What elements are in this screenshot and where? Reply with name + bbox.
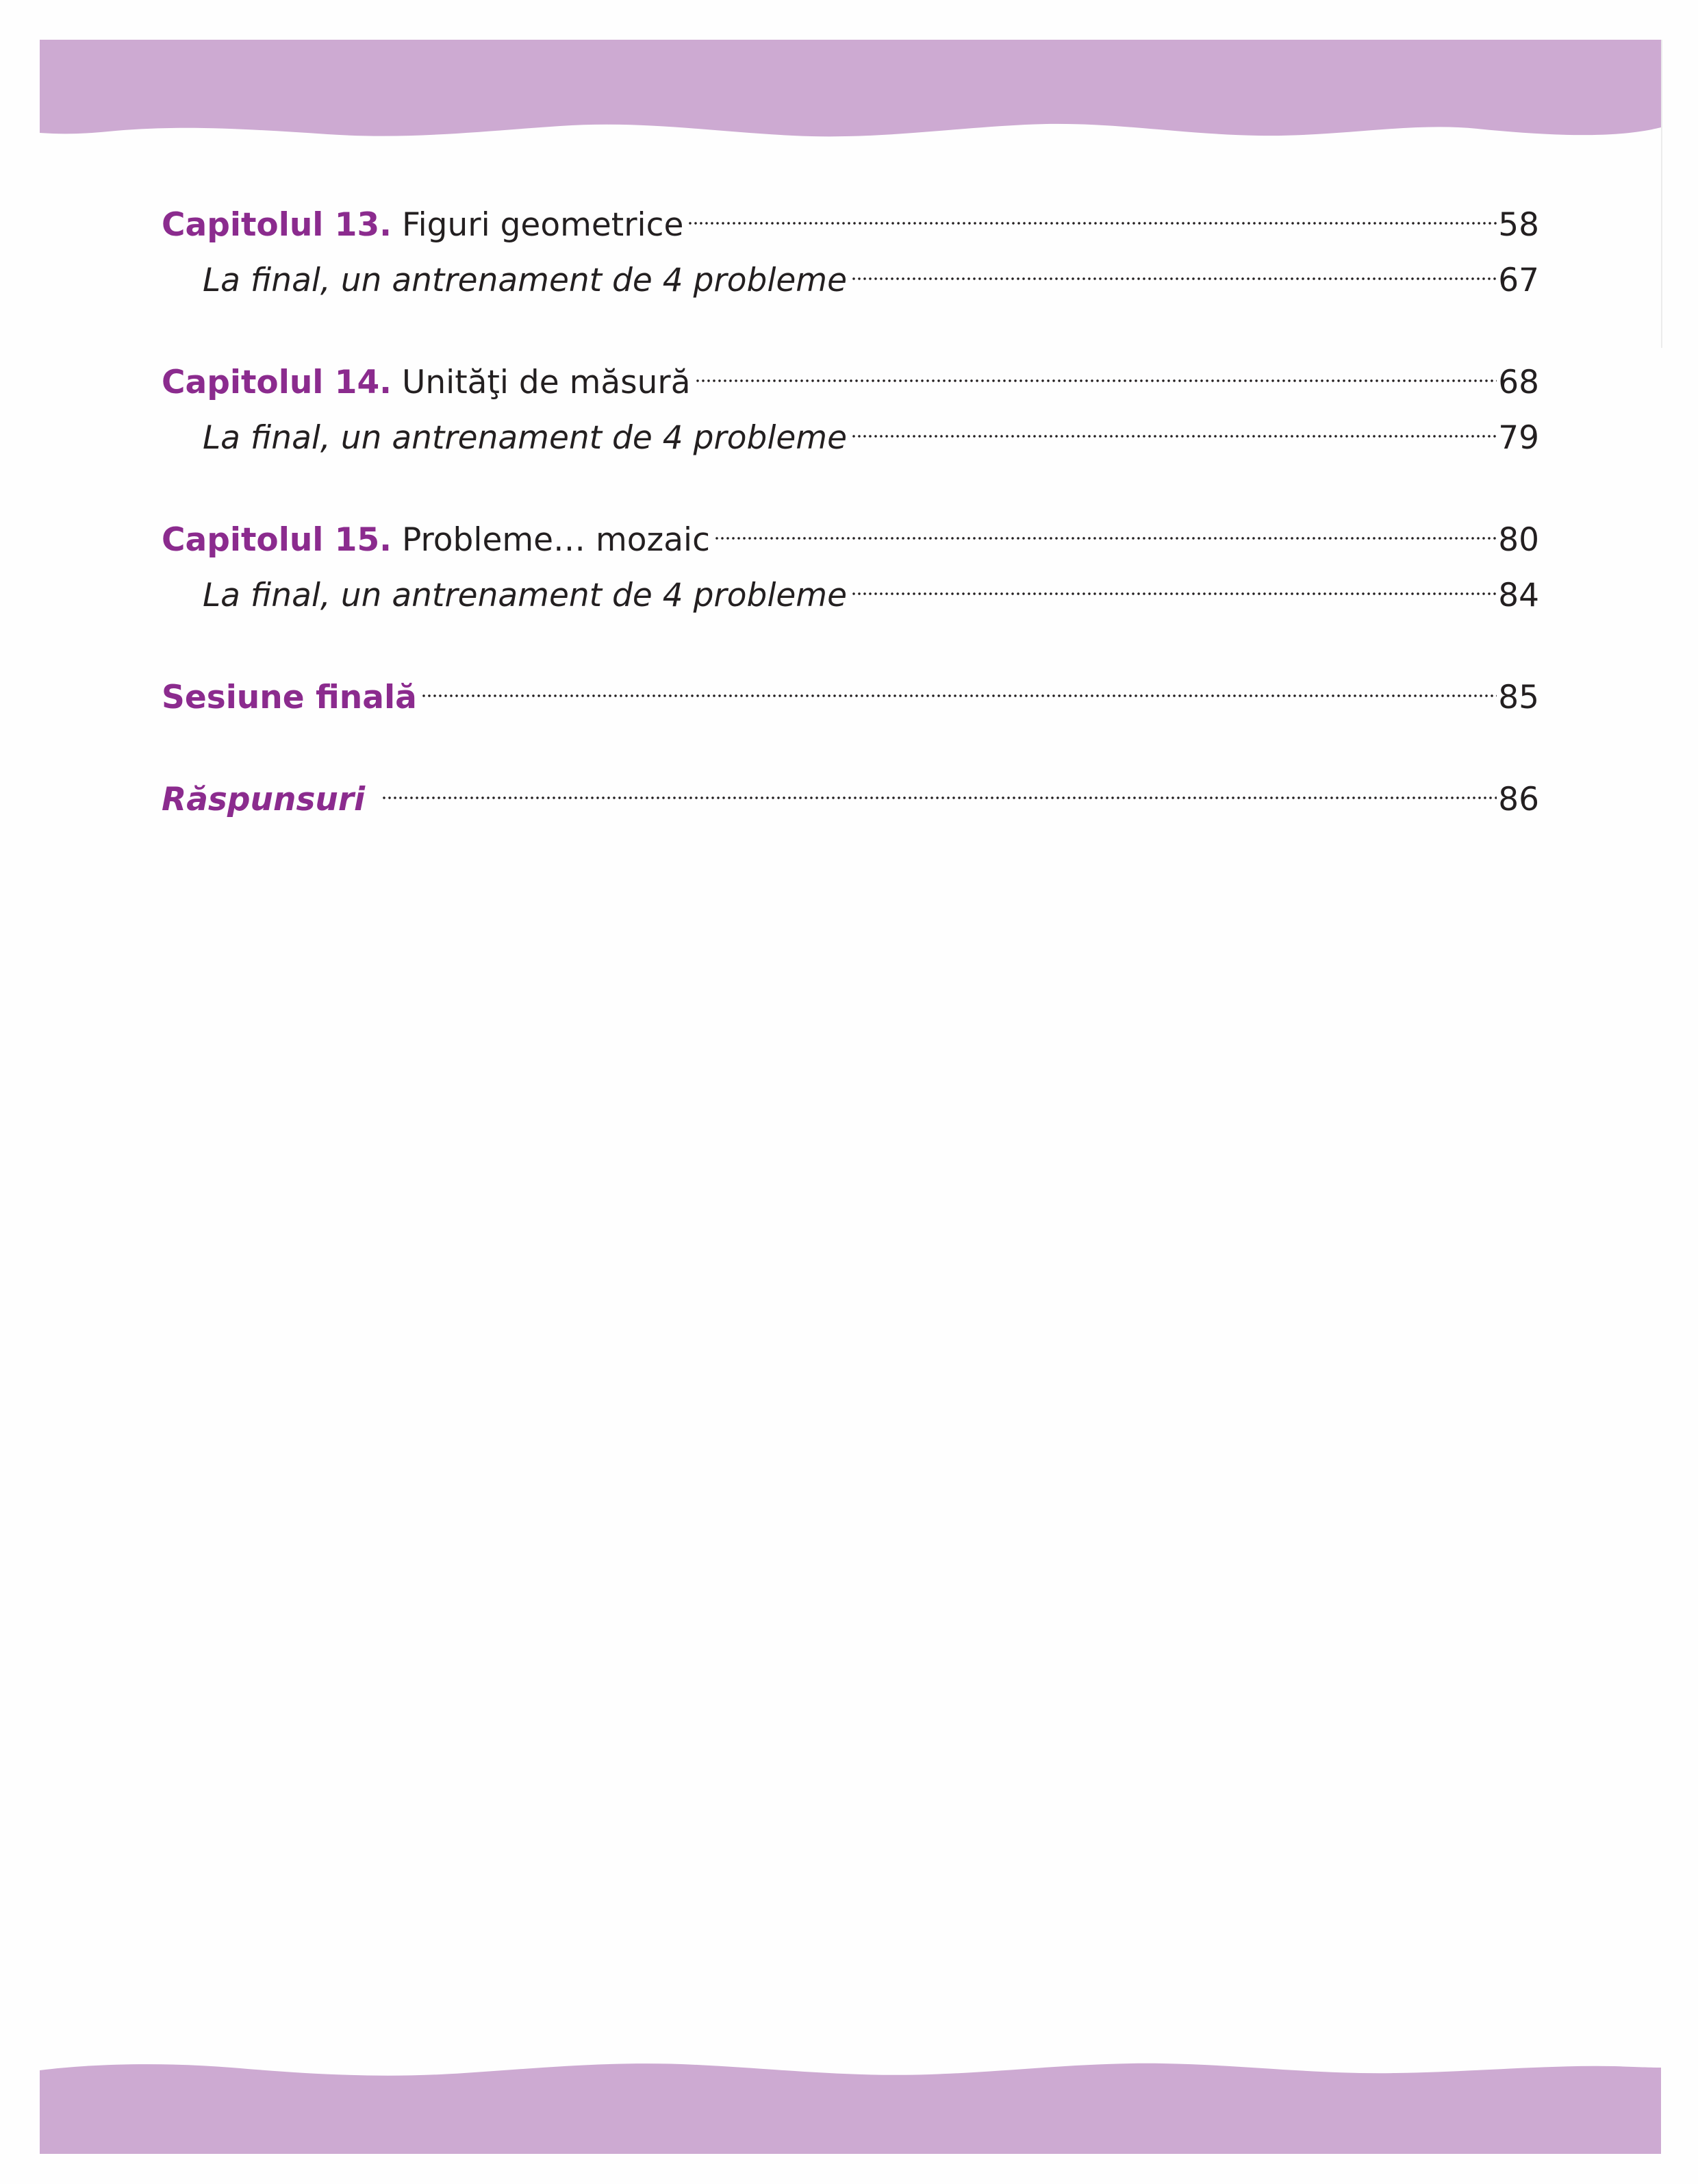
toc-entry-chapter-14-practice[interactable]: [162, 405, 1539, 460]
chapter-title: Probleme… mozaic: [401, 521, 710, 559]
page-number: 79: [1498, 419, 1539, 457]
page-edge-line: [1661, 40, 1662, 348]
toc-entry-label: [162, 203, 683, 247]
page-number: 58: [1498, 206, 1539, 244]
toc-entry-label: [162, 518, 710, 562]
dot-leader: [714, 507, 1497, 551]
chapter-number: Capitolul 13.: [162, 206, 392, 244]
toc-entry-answers[interactable]: [162, 766, 1539, 822]
page-number: 84: [1498, 577, 1539, 614]
page-number: 85: [1498, 679, 1539, 716]
dot-leader: [851, 405, 1497, 449]
chapter-title: Unităţi de măsură: [401, 364, 691, 401]
toc-entry-label: Sesiune finală: [162, 679, 417, 716]
toc-entry-final-session[interactable]: [162, 664, 1539, 720]
toc-entry-label: Răspunsuri: [162, 781, 366, 818]
page-number: 80: [1498, 521, 1539, 559]
dot-leader: [381, 766, 1497, 810]
toc-entry-chapter-15[interactable]: [162, 507, 1539, 562]
dot-leader: [851, 247, 1497, 291]
chapter-number: Capitolul 15.: [162, 521, 392, 559]
dot-leader: [695, 349, 1497, 393]
toc-entry-label: La final, un antrenament de 4 probleme: [203, 419, 847, 457]
chapter-number: Capitolul 14.: [162, 364, 392, 401]
page-number: 67: [1498, 262, 1539, 299]
toc-entry-label: La final, un antrenament de 4 probleme: [203, 262, 847, 299]
toc-entry-chapter-14[interactable]: [162, 349, 1539, 405]
toc-entry-label: La final, un antrenament de 4 probleme: [203, 577, 847, 614]
page-number: 86: [1498, 781, 1539, 818]
footer-wave-band: [40, 2058, 1661, 2154]
dot-leader: [851, 562, 1497, 606]
page-number: 68: [1498, 364, 1539, 401]
toc-entry-chapter-13-practice[interactable]: [162, 247, 1539, 303]
toc-entry-chapter-15-practice[interactable]: [162, 562, 1539, 618]
toc-entry-chapter-13[interactable]: [162, 192, 1539, 247]
toc-entry-label: [162, 361, 691, 405]
table-of-contents: [162, 192, 1539, 822]
dot-leader: [687, 192, 1497, 236]
dot-leader: [421, 664, 1497, 708]
header-wave-band: [40, 40, 1661, 142]
chapter-title: Figuri geometrice: [401, 206, 684, 244]
